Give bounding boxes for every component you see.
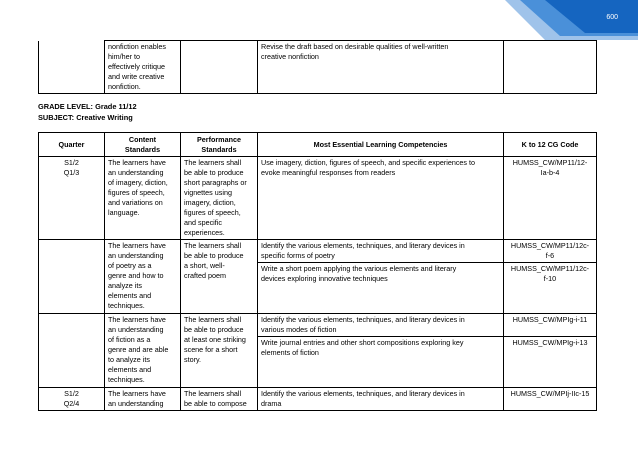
- competency-cell: Revise the draft based on desirable qualities of well-written creative nonfiction: [258, 41, 504, 94]
- top-table: [38, 40, 597, 94]
- quarter-cell: S1/2 Q2/4: [39, 388, 105, 411]
- content-standards-cell: The learners have an understanding of imagery, diction, figures of speech, and variations on language.: [105, 157, 181, 240]
- content-standards-cell: The learners have an understanding: [105, 388, 181, 411]
- header-performance-standards: Performance Standards: [181, 133, 258, 157]
- code-cell: HUMSS_CW/MPIg-i-13: [504, 337, 597, 388]
- performance-standards-cell: The learners shall be able to produce short paragraphs or vignettes using imagery, diction, figures of speech, and specific experiences.: [181, 157, 258, 240]
- performance-standards-cell: The learners shall be able to compose: [181, 388, 258, 411]
- table-row: [39, 240, 597, 263]
- header-quarter: Quarter: [39, 133, 105, 157]
- quarter-cell: [39, 240, 105, 314]
- header-competencies: Most Essential Learning Competencies: [258, 133, 504, 157]
- competency-cell: Identify the various elements, techniques, and literary devices in drama: [258, 388, 504, 411]
- header-content-standards: Content Standards: [105, 133, 181, 157]
- performance-standards-cell: [181, 41, 258, 94]
- code-cell: HUMSS_CW/MPIj-IIc-15: [504, 388, 597, 411]
- page-number: 600: [606, 14, 618, 21]
- header-code: K to 12 CG Code: [504, 133, 597, 157]
- competency-cell: Use imagery, diction, figures of speech, and specific experiences to evoke meaningful responses from readers: [258, 157, 504, 240]
- table-row: [39, 41, 597, 94]
- subject: SUBJECT: Creative Writing: [38, 113, 133, 122]
- code-cell: HUMSS_CW/MP11/12- Ia-b-4: [504, 157, 597, 240]
- competency-cell: Identify the various elements, techniques, and literary devices in various modes of fiction: [258, 314, 504, 337]
- table-row: [39, 157, 597, 240]
- grade-level: GRADE LEVEL: Grade 11/12: [38, 102, 137, 111]
- content-standards-cell: The learners have an understanding of poetry as a genre and how to analyze its elements and techniques.: [105, 240, 181, 314]
- competency-cell: Write a short poem applying the various elements and literary devices exploring innovative techniques: [258, 263, 504, 314]
- table-row: [39, 314, 597, 337]
- table-row: [39, 388, 597, 411]
- performance-standards-cell: The learners shall be able to produce a short, well- crafted poem: [181, 240, 258, 314]
- competency-cell: Identify the various elements, techniques, and literary devices in specific forms of poetry: [258, 240, 504, 263]
- table-header-row: [39, 133, 597, 157]
- quarter-cell: [39, 314, 105, 388]
- code-cell: HUMSS_CW/MPIg-i-11: [504, 314, 597, 337]
- competency-cell: Write journal entries and other short compositions exploring key elements of fiction: [258, 337, 504, 388]
- code-cell: HUMSS_CW/MP11/12c- f-6: [504, 240, 597, 263]
- content-standards-cell: The learners have an understanding of fiction as a genre and are able to analyze its elements and techniques.: [105, 314, 181, 388]
- document-heading: [38, 101, 137, 123]
- performance-standards-cell: The learners shall be able to produce at least one striking scene for a short story.: [181, 314, 258, 388]
- code-cell: [504, 41, 597, 94]
- page-header-banner: [0, 0, 638, 40]
- competency-table: [38, 132, 597, 411]
- quarter-cell: S1/2 Q1/3: [39, 157, 105, 240]
- content-standards-cell: nonfiction enables him/her to effectively critique and write creative nonfiction.: [105, 41, 181, 94]
- code-cell: HUMSS_CW/MP11/12c- f-10: [504, 263, 597, 314]
